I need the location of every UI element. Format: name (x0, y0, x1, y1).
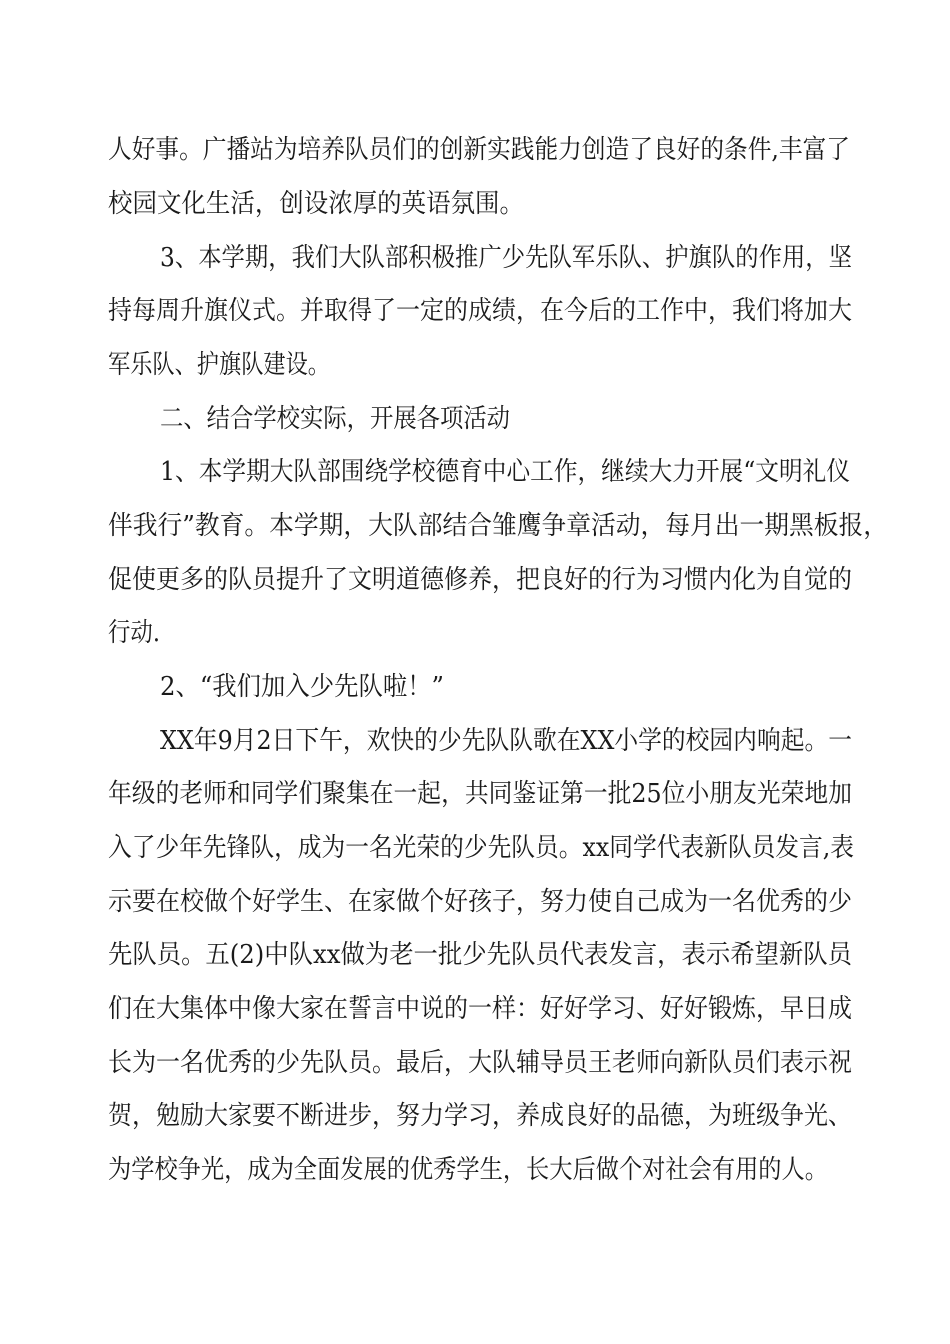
text-line-content: 们在大集体中像大家在誓言中说的一样：好好学习、好好锻炼，早日成 (108, 994, 852, 1024)
text-line (0, 667, 950, 707)
text-line (0, 935, 950, 975)
text-line (0, 774, 950, 814)
text-line (0, 882, 950, 922)
text-line (0, 1096, 950, 1136)
text-line (0, 828, 950, 868)
text-line-content: 伴我行”教育。本学期，大队部结合雏鹰争章活动，每月出一期黑板报， (108, 511, 888, 541)
text-line-content: XX年9月2日下午，欢快的少先队队歌在XX小学的校园内响起。一 (160, 726, 852, 756)
text-line-content: 军乐队、护旗队建设。 (108, 350, 330, 380)
text-line (0, 130, 950, 170)
text-line-content: 校园文化生活，创设浓厚的英语氛围。 (108, 189, 524, 219)
text-line-content: 持每周升旗仪式。并取得了一定的成绩，在今后的工作中，我们将加大 (108, 296, 852, 326)
text-line (0, 184, 950, 224)
text-line-content: 入了少年先锋队，成为一名光荣的少先队员。xx同学代表新队员发言,表 (108, 833, 854, 863)
text-line (0, 989, 950, 1029)
text-line-content: 促使更多的队员提升了文明道德修养，把良好的行为习惯内化为自觉的 (108, 565, 852, 595)
text-line (0, 291, 950, 331)
text-line-content: 年级的老师和同学们聚集在一起，共同鉴证第一批25位小朋友光荣地加 (108, 779, 852, 809)
text-line (0, 1043, 950, 1083)
text-line (0, 1150, 950, 1190)
text-line-content: 1、本学期大队部围绕学校德育中心工作，继续大力开展“文明礼仪 (160, 457, 850, 487)
text-line (0, 721, 950, 761)
text-line (0, 560, 950, 600)
text-line (0, 399, 950, 439)
text-line (0, 613, 950, 653)
text-line (0, 452, 950, 492)
text-line-content: 为学校争光，成为全面发展的优秀学生，长大后做个对社会有用的人。 (108, 1155, 828, 1185)
text-line-content: 贺，勉励大家要不断进步，努力学习，养成良好的品德，为班级争光、 (108, 1101, 852, 1131)
text-line (0, 238, 950, 278)
text-line-content: 先队员。五(2)中队xx做为老一批少先队员代表发言，表示希望新队员 (108, 940, 852, 970)
text-line-content: 二、结合学校实际，开展各项活动 (160, 404, 510, 434)
text-line-content: 人好事。广播站为培养队员们的创新实践能力创造了良好的条件,丰富了 (108, 135, 850, 165)
text-line-content: 长为一名优秀的少先队员。最后，大队辅导员王老师向新队员们表示祝 (108, 1048, 852, 1078)
text-line (0, 345, 950, 385)
text-line-content: 2、“我们加入少先队啦！” (160, 672, 444, 702)
text-line (0, 506, 950, 546)
text-line-content: 3、本学期，我们大队部积极推广少先队军乐队、护旗队的作用，坚 (160, 243, 852, 273)
text-line-content: 示要在校做个好学生、在家做个好孩子，努力使自己成为一名优秀的少 (108, 887, 852, 917)
text-line-content: 行动. (108, 618, 160, 648)
